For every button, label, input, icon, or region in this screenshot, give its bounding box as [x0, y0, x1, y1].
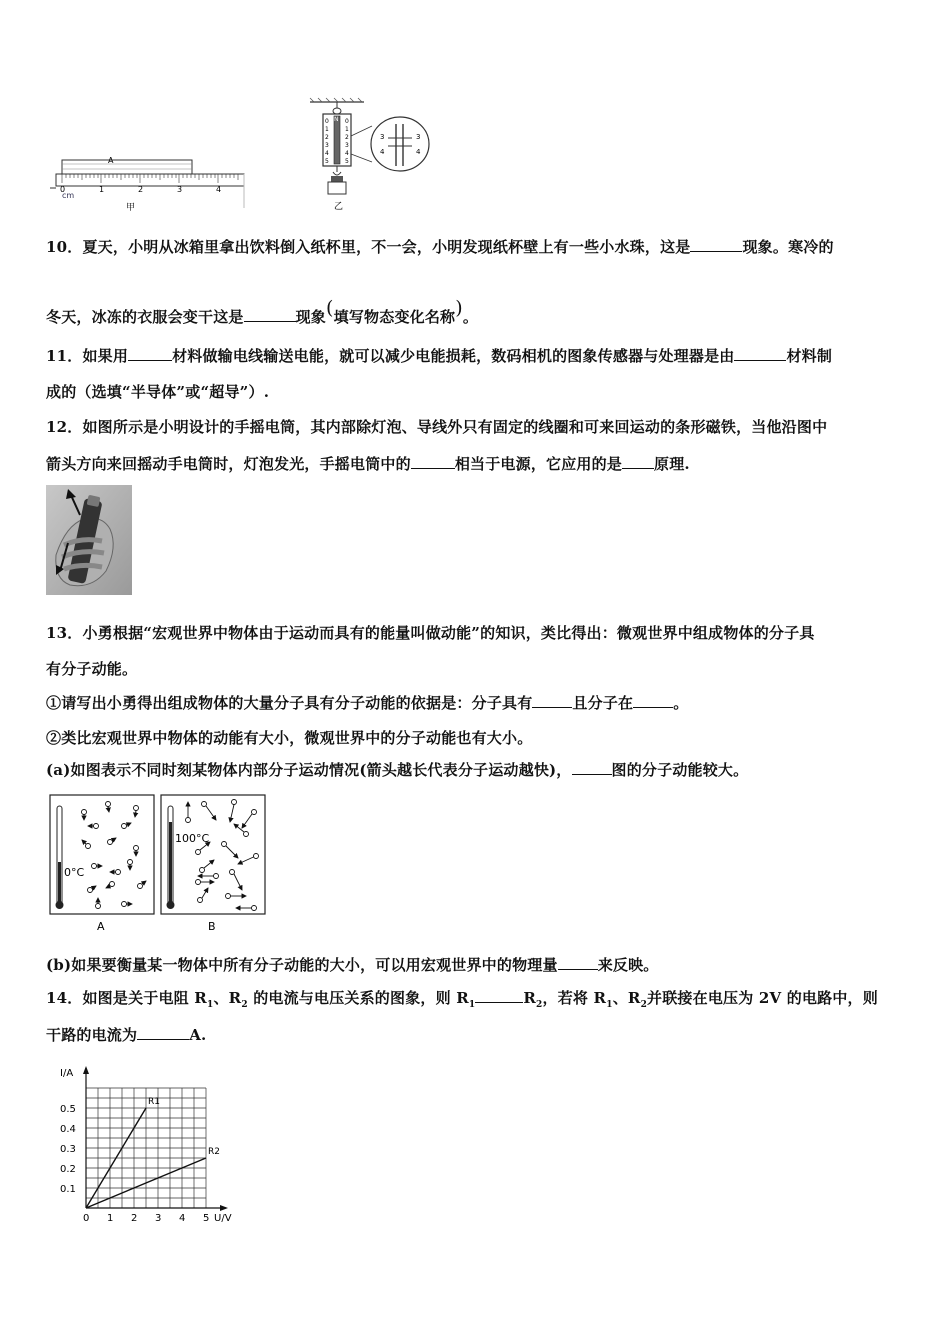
hand-flashlight-photo: [46, 485, 132, 595]
balance-unit: N: [334, 116, 339, 123]
q13-line-1: 13．小勇根据“宏观世界中物体由于运动而具有的能量叫做动能”的知识，类比得出：微观世界中组成物体的分子具: [46, 624, 815, 642]
balance-caption: 乙: [334, 202, 344, 212]
x-axis-label: U/V: [214, 1213, 232, 1224]
q12-blank-2[interactable]: [622, 454, 654, 469]
chart-series: [86, 1097, 220, 1208]
q13-blank-3[interactable]: [572, 760, 612, 775]
q11-blank-1[interactable]: [128, 346, 172, 361]
q11-blank-2[interactable]: [734, 346, 786, 361]
ruler-unit: cm: [62, 191, 75, 200]
q14-line-1: 14．如图是关于电阻 $R_1$、$R_2$ 的电流与电压关系的图象，则 $R_1$ $R_2$，若将 $R_1$、$R_2$并联接在电压为 2V 的电路中，则: [46, 989, 878, 1010]
y-tick-label: 0.2: [60, 1164, 76, 1175]
x-axis-arrow: [220, 1205, 228, 1211]
ruler-tick-0: 0: [60, 185, 66, 194]
q13-line-2: 有分子动能。: [46, 660, 138, 678]
panel-b-label: B: [208, 920, 216, 933]
q14-line-2: 干路的电流为 A.: [46, 1026, 207, 1044]
x-tick-label: 2: [131, 1213, 138, 1224]
balance-scale-right: 3: [345, 142, 349, 149]
q10-line-1: 10．夏天，小明从冰箱里拿出饮料倒入纸杯里，不一会，小明发现纸杯壁上有一些小水珠，这是 现象。寒冷的: [46, 238, 834, 256]
q10-paren-open: (: [326, 297, 334, 319]
ruler-tick-3: 3: [177, 185, 183, 194]
balance-scale-right: 4: [345, 150, 349, 157]
y-tick-label: 0.5: [60, 1104, 76, 1115]
balance-scale-right: 0: [345, 118, 349, 125]
q13-line-4: ②类比宏观世界中物体的动能有大小，微观世界中的分子动能也有大小。: [46, 729, 533, 747]
ruler-tick-2: 2: [138, 185, 144, 194]
q13-line-6: (b)如果要衡量某一物体中所有分子动能的大小，可以用宏观世界中的物理量 来反映。: [46, 956, 659, 974]
balance-scale-right: 1: [345, 126, 349, 133]
q11-line-1: 11．如果用 材料做输电线输送电能，就可以减少电能损耗，数码相机的图象传感器与处理器是由 材料制: [46, 347, 833, 365]
balance-zoom-label: 3: [380, 133, 385, 141]
q10-blank-1[interactable]: [690, 237, 742, 252]
q14-blank-1[interactable]: [475, 988, 523, 1003]
x-tick-label: 0: [83, 1213, 90, 1224]
balance-scale-right: 2: [345, 134, 349, 141]
x-tick-label: 4: [179, 1213, 186, 1224]
iv-chart: [50, 1060, 250, 1228]
balance-scale-left: 3: [325, 142, 329, 149]
q13-blank-4[interactable]: [558, 955, 598, 970]
q12-line-1: 12．如图所示是小明设计的手摇电筒，其内部除灯泡、导线外只有固定的线圈和可来回运动的条形磁铁，当他沿图中: [46, 418, 828, 436]
molecule-motion-figure: [48, 792, 270, 936]
ruler-block-label: A: [108, 156, 114, 165]
series-label-r1: R1: [148, 1097, 160, 1107]
q13-line-3: ①请写出小勇得出组成物体的大量分子具有分子动能的依据是：分子具有 且分子在 。: [46, 694, 689, 712]
ruler-tick-1: 1: [99, 185, 105, 194]
q13-blank-2[interactable]: [633, 693, 673, 708]
ruler-caption: 甲: [126, 203, 136, 212]
q10-paren-close: ): [455, 297, 463, 319]
q10-blank-2[interactable]: [244, 307, 296, 322]
x-tick-label: 3: [155, 1213, 162, 1224]
q11-line-2: 成的（选填“半导体”或“超导”）.: [46, 383, 270, 401]
panel-a-label: A: [97, 920, 105, 933]
q13-line-5: (a)如图表示不同时刻某物体内部分子运动情况(箭头越长代表分子运动越快)， 图的分子动能较大。: [46, 761, 749, 779]
q14-blank-2[interactable]: [137, 1025, 189, 1040]
y-tick-label: 0.1: [60, 1184, 76, 1195]
y-axis-label: I/A: [60, 1068, 74, 1079]
panel-a-temp: 0°C: [64, 866, 85, 879]
balance-scale-left: 5: [325, 158, 329, 165]
panel-b-box: [161, 795, 265, 914]
balance-scale-left: 2: [325, 134, 329, 141]
y-tick-label: 0.4: [60, 1124, 76, 1135]
panel-a-box: [50, 795, 154, 914]
balance-scale-left: 0: [325, 118, 329, 125]
q12-blank-1[interactable]: [411, 454, 455, 469]
balance-scale-left: 4: [325, 150, 329, 157]
ruler-figure: [46, 150, 251, 212]
x-tick-label: 1: [107, 1213, 114, 1224]
q10-line-2: 冬天，冰冻的衣服会变干这是 现象(填写物态变化名称)。: [46, 297, 479, 326]
balance-zoom-label: 4: [380, 148, 385, 156]
y-tick-label: 0.3: [60, 1144, 76, 1155]
spring-balance-figure: [306, 96, 434, 214]
q12-line-2: 箭头方向来回摇动手电筒时，灯泡发光，手摇电筒中的 相当于电源，它应用的是 原理.: [46, 455, 690, 473]
q13-blank-1[interactable]: [532, 693, 572, 708]
balance-scale-left: 1: [325, 126, 329, 133]
ruler-tick-4: 4: [216, 185, 222, 194]
balance-scale-right: 5: [345, 158, 349, 165]
balance-zoom-label: 4: [416, 148, 421, 156]
x-tick-label: 5: [203, 1213, 210, 1224]
chart-grid: [86, 1088, 206, 1208]
panel-b-temp: 100°C: [175, 832, 210, 845]
balance-zoom-label: 3: [416, 133, 421, 141]
y-axis-arrow: [83, 1066, 89, 1074]
series-label-r2: R2: [208, 1147, 220, 1157]
